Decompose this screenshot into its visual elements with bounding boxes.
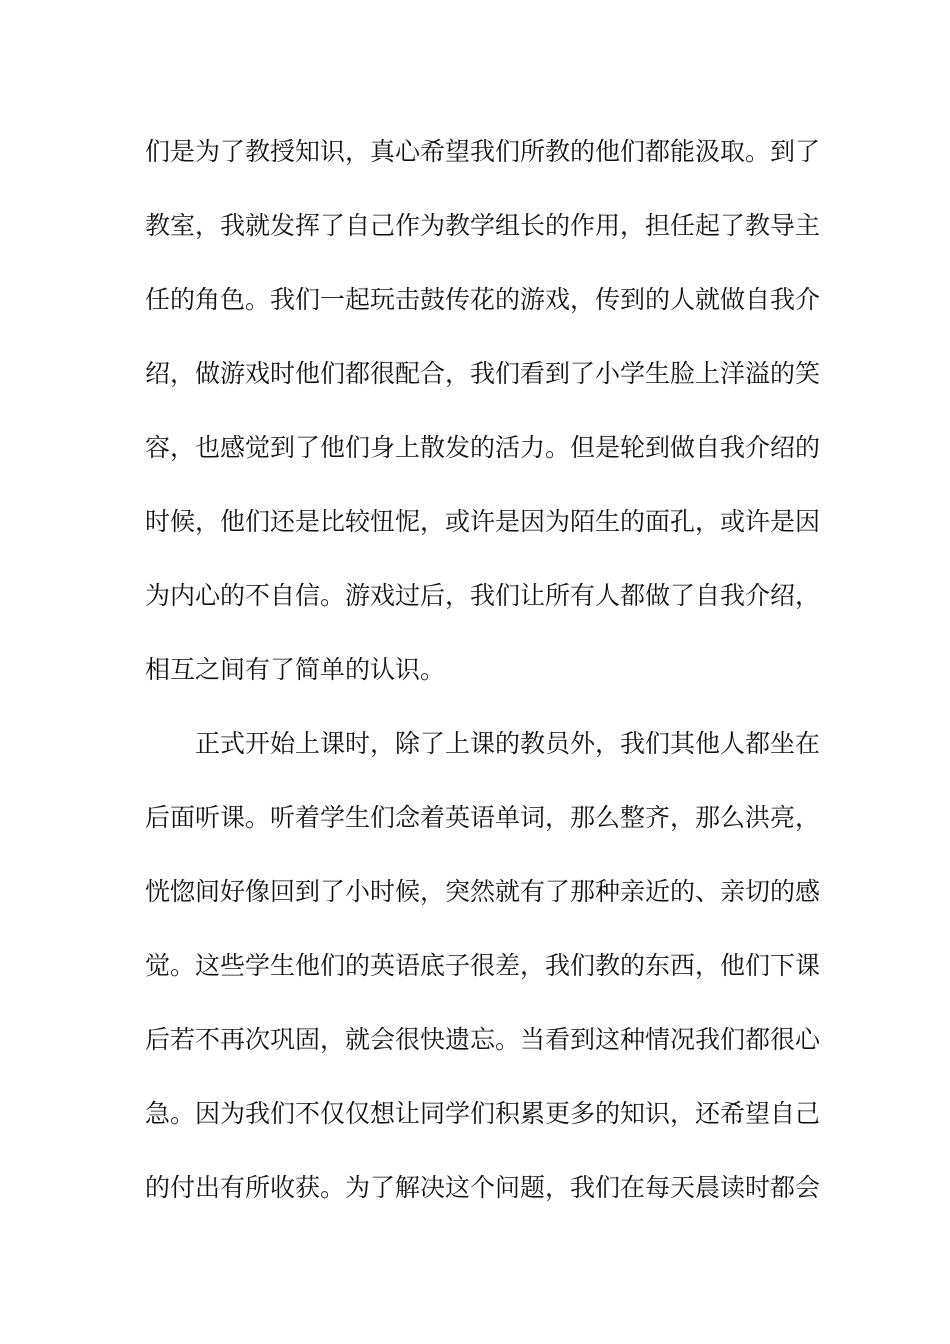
text-line: 绍，做游戏时他们都很配合，我们看到了小学生脸上洋溢的笑 — [145, 359, 821, 388]
text-line: 教室，我就发挥了自己作为教学组长的作用，担任起了教导主 — [145, 211, 821, 240]
text-line: 任的角色。我们一起玩击鼓传花的游戏，传到的人就做自我介 — [145, 285, 821, 314]
text-line: 觉。这些学生他们的英语底子很差，我们教的东西，他们下课 — [145, 951, 821, 980]
text-line: 们是为了教授知识，真心希望我们所教的他们都能汲取。到了 — [145, 137, 821, 166]
paragraph-first-line: 正式开始上课时，除了上课的教员外，我们其他人都坐在 — [195, 729, 821, 758]
text-line: 的付出有所收获。为了解决这个问题，我们在每天晨读时都会 — [145, 1173, 821, 1202]
text-line: 容，也感觉到了他们身上散发的活力。但是轮到做自我介绍的 — [145, 433, 821, 462]
text-line: 时候，他们还是比较忸怩，或许是因为陌生的面孔，或许是因 — [145, 507, 821, 536]
text-line: 恍惚间好像回到了小时候，突然就有了那种亲近的、亲切的感 — [145, 877, 821, 906]
text-line: 急。因为我们不仅仅想让同学们积累更多的知识，还希望自己 — [145, 1099, 821, 1128]
paragraph-end-line: 相互之间有了简单的认识。 — [145, 655, 446, 684]
text-line: 后面听课。听着学生们念着英语单词，那么整齐，那么洪亮， — [145, 803, 821, 832]
text-line: 为内心的不自信。游戏过后，我们让所有人都做了自我介绍， — [145, 581, 821, 610]
text-line: 后若不再次巩固，就会很快遗忘。当看到这种情况我们都很心 — [145, 1025, 821, 1054]
